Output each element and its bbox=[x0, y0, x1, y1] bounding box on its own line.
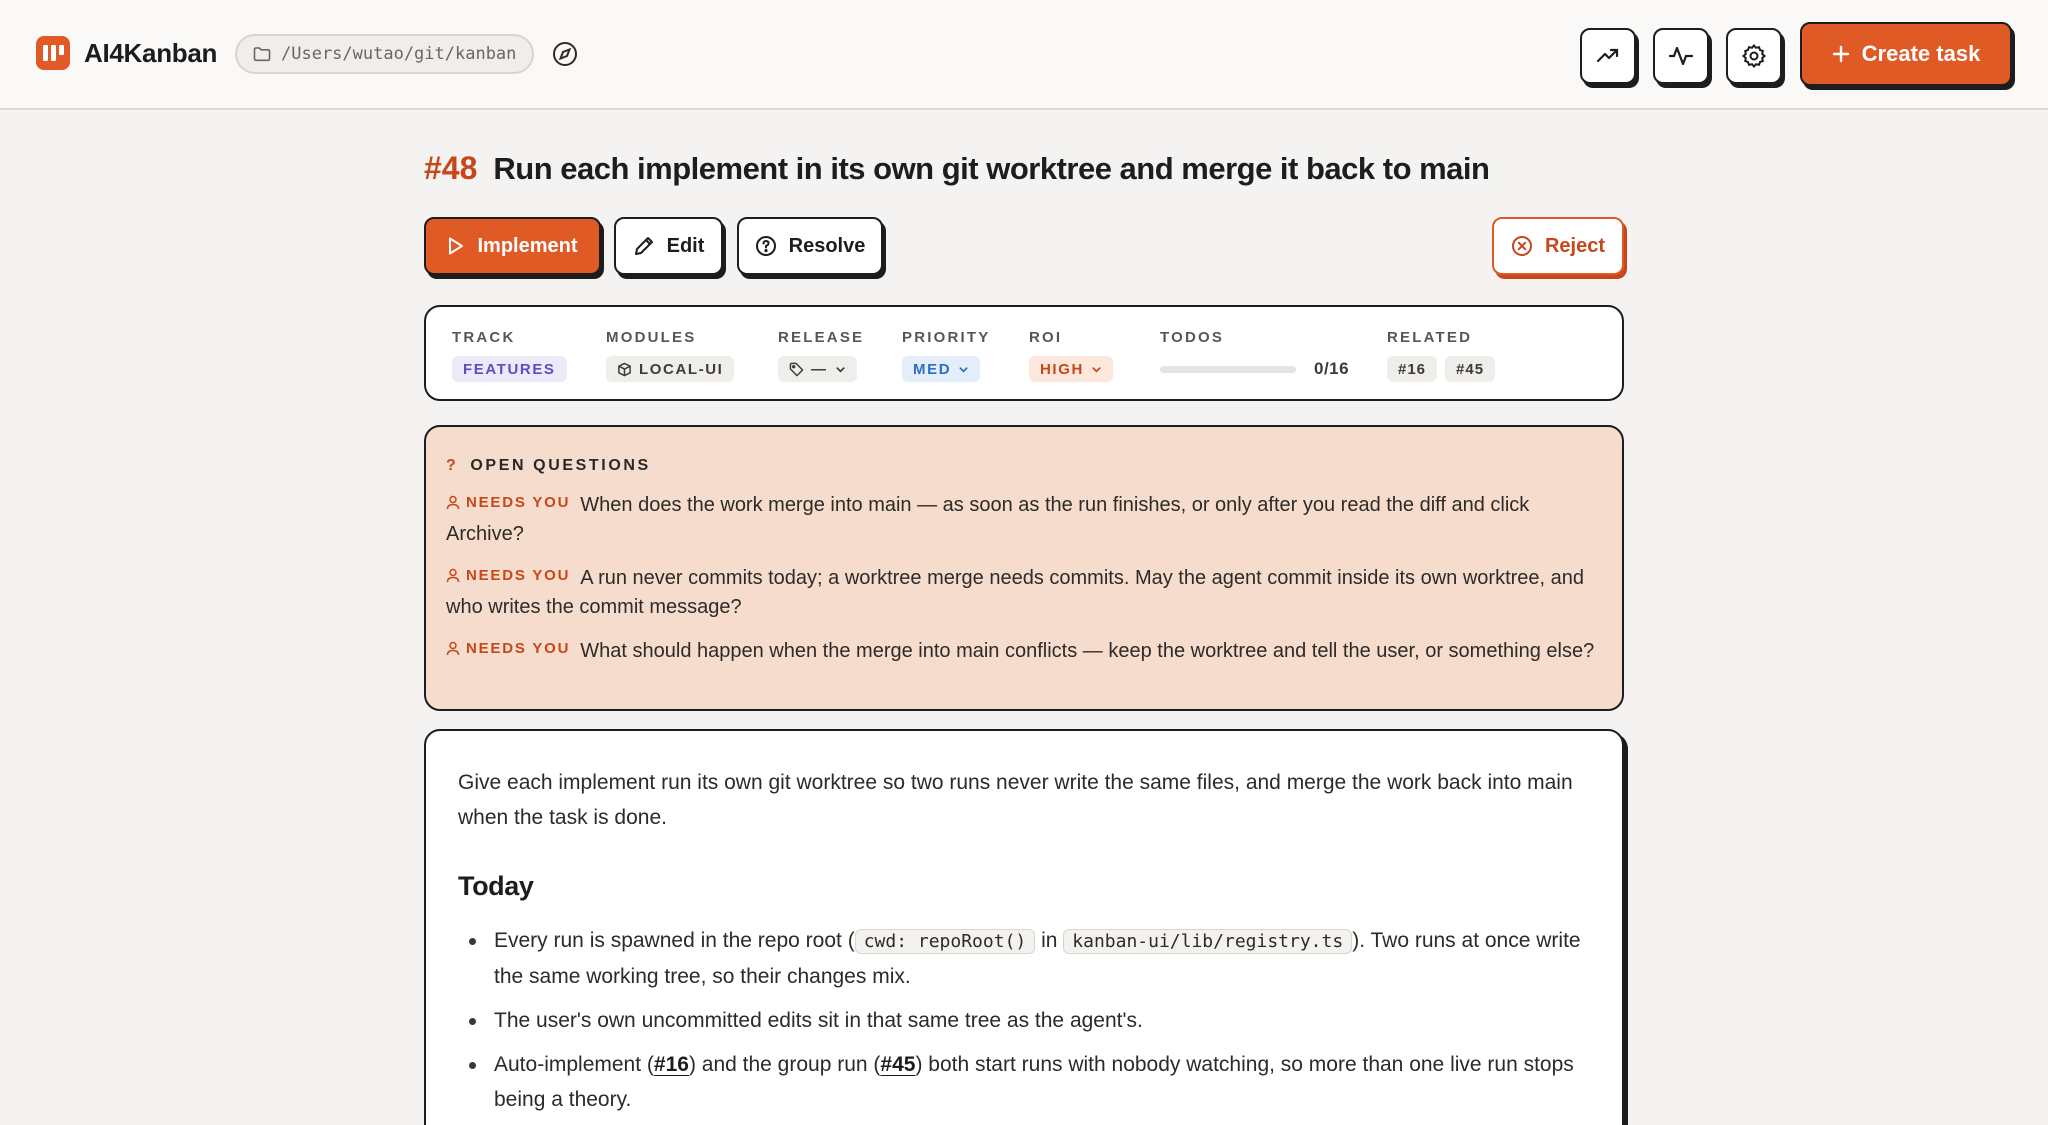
track-label: TRACK bbox=[452, 329, 516, 346]
release-dropdown[interactable] bbox=[778, 356, 857, 382]
list-item: The user's own uncommitted edits sit in that same tree as the agent's. bbox=[458, 1003, 1608, 1038]
bullet-text: ). Two runs at once write the same working tree, so their changes mix. bbox=[494, 929, 1581, 988]
bullet-text: Every run is spawned in the repo root ( bbox=[494, 929, 855, 952]
open-questions-card bbox=[424, 425, 1624, 711]
modules-field bbox=[606, 329, 734, 382]
repo-path-pill[interactable] bbox=[235, 34, 534, 74]
bullet-text: ) and the group run ( bbox=[688, 1053, 881, 1076]
bullet-text: Auto-implement ( bbox=[494, 1053, 654, 1076]
modules-label: MODULES bbox=[606, 329, 697, 346]
release-label: RELEASE bbox=[778, 329, 865, 346]
track-field bbox=[452, 329, 567, 382]
question-mark-icon: ? bbox=[446, 457, 459, 474]
priority-field bbox=[902, 329, 990, 382]
trending-up-icon bbox=[1595, 43, 1621, 69]
roi-dropdown[interactable] bbox=[1029, 356, 1113, 382]
todos-label: TODOS bbox=[1160, 329, 1225, 346]
open-questions-heading bbox=[446, 457, 651, 475]
help-circle-icon bbox=[755, 235, 777, 257]
needs-you-badge bbox=[446, 561, 570, 590]
edit-button[interactable] bbox=[614, 217, 723, 275]
list-item bbox=[458, 923, 1608, 994]
top-bar bbox=[0, 0, 2048, 110]
chevron-down-icon bbox=[958, 364, 969, 375]
needs-you-badge bbox=[446, 488, 570, 517]
roi-field bbox=[1029, 329, 1113, 382]
gear-icon bbox=[1741, 43, 1767, 69]
needs-you-label: NEEDS YOU bbox=[466, 640, 571, 657]
task-description-card bbox=[424, 729, 1624, 1125]
resolve-label: Resolve bbox=[788, 234, 866, 257]
user-icon bbox=[446, 641, 460, 656]
needs-you-badge bbox=[446, 634, 570, 663]
question-item[interactable] bbox=[446, 488, 1606, 549]
today-bullet-list bbox=[458, 923, 1608, 1125]
needs-you-label: NEEDS YOU bbox=[466, 567, 571, 584]
reject-button[interactable] bbox=[1492, 217, 1624, 275]
activity-icon bbox=[1668, 43, 1694, 69]
related-link-16[interactable]: #16 bbox=[1387, 356, 1437, 382]
todos-progress-bar bbox=[1160, 366, 1296, 373]
bullet-text: ) both start runs with nobody watching, so more than one live run stops being a theory. bbox=[494, 1053, 1574, 1111]
track-chip[interactable]: FEATURES bbox=[452, 356, 567, 382]
user-icon bbox=[446, 495, 460, 510]
implement-button[interactable] bbox=[424, 217, 601, 275]
question-item[interactable] bbox=[446, 561, 1606, 622]
inline-code: kanban-ui/lib/registry.ts bbox=[1063, 929, 1352, 954]
x-circle-icon bbox=[1511, 235, 1533, 257]
task-meta-card bbox=[424, 305, 1624, 401]
repo-path: /Users/wutao/git/kanban bbox=[281, 44, 517, 64]
create-task-button[interactable] bbox=[1800, 22, 2012, 86]
task-link-16[interactable]: #16 bbox=[653, 1053, 689, 1076]
user-icon bbox=[446, 568, 460, 583]
related-link-45[interactable]: #45 bbox=[1445, 356, 1495, 382]
implement-label: Implement bbox=[477, 234, 578, 257]
roi-label: ROI bbox=[1029, 329, 1063, 346]
chevron-down-icon bbox=[835, 364, 846, 375]
reject-label: Reject bbox=[1544, 234, 1606, 257]
folder-icon bbox=[253, 46, 271, 62]
tag-icon bbox=[789, 362, 804, 377]
priority-label: PRIORITY bbox=[902, 329, 991, 346]
modules-chip[interactable] bbox=[606, 356, 734, 382]
compass-icon[interactable] bbox=[551, 40, 579, 68]
todos-field bbox=[1160, 329, 1349, 382]
plus-icon bbox=[1832, 45, 1850, 63]
bullet-text: in bbox=[1035, 929, 1064, 952]
priority-dropdown[interactable] bbox=[902, 356, 980, 382]
activity-button[interactable] bbox=[1653, 28, 1709, 84]
list-item bbox=[458, 1047, 1608, 1117]
kanban-logo-icon bbox=[36, 36, 70, 70]
needs-you-label: NEEDS YOU bbox=[466, 494, 571, 511]
modules-value: LOCAL-UI bbox=[639, 360, 724, 378]
related-field bbox=[1387, 329, 1495, 382]
pencil-icon bbox=[633, 235, 655, 257]
task-number: #48 bbox=[424, 150, 478, 186]
chevron-down-icon bbox=[1091, 364, 1102, 375]
release-field bbox=[778, 329, 864, 382]
roi-value: HIGH bbox=[1040, 360, 1084, 378]
page-title: Run each implement in its own git worktree and merge it back to main bbox=[493, 151, 1490, 186]
question-text: What should happen when the merge into main conflicts — keep the worktree and tell the user, or something else? bbox=[580, 640, 1595, 662]
create-task-label: Create task bbox=[1861, 41, 1981, 66]
brand[interactable] bbox=[36, 36, 217, 70]
resolve-button[interactable] bbox=[737, 217, 883, 275]
release-value: — bbox=[811, 360, 828, 378]
task-link-45[interactable]: #45 bbox=[880, 1053, 916, 1076]
priority-value: MED bbox=[913, 360, 952, 378]
package-icon bbox=[617, 362, 632, 377]
question-text: A run never commits today; a worktree merge needs commits. May the agent commit inside its own worktree, and who writes the commit message? bbox=[446, 567, 1585, 618]
question-item[interactable] bbox=[446, 634, 1606, 666]
description-intro: Give each implement run its own git worktree so two runs never write the same files, and merge the work back into main when the task is done. bbox=[458, 771, 1573, 829]
app-name: AI4Kanban bbox=[84, 37, 218, 68]
play-icon bbox=[447, 236, 465, 256]
task-title-row bbox=[424, 150, 1489, 187]
inline-code: cwd: repoRoot() bbox=[855, 929, 1036, 954]
edit-label: Edit bbox=[666, 234, 705, 257]
trending-button[interactable] bbox=[1580, 28, 1636, 84]
related-label: RELATED bbox=[1387, 329, 1473, 346]
section-heading-today: Today bbox=[458, 871, 534, 901]
open-questions-title: OPEN QUESTIONS bbox=[470, 457, 651, 474]
settings-button[interactable] bbox=[1726, 28, 1782, 84]
todos-count: 0/16 bbox=[1314, 359, 1350, 378]
question-text: When does the work merge into main — as soon as the run finishes, or only after you read the diff and click Archive? bbox=[446, 494, 1530, 545]
